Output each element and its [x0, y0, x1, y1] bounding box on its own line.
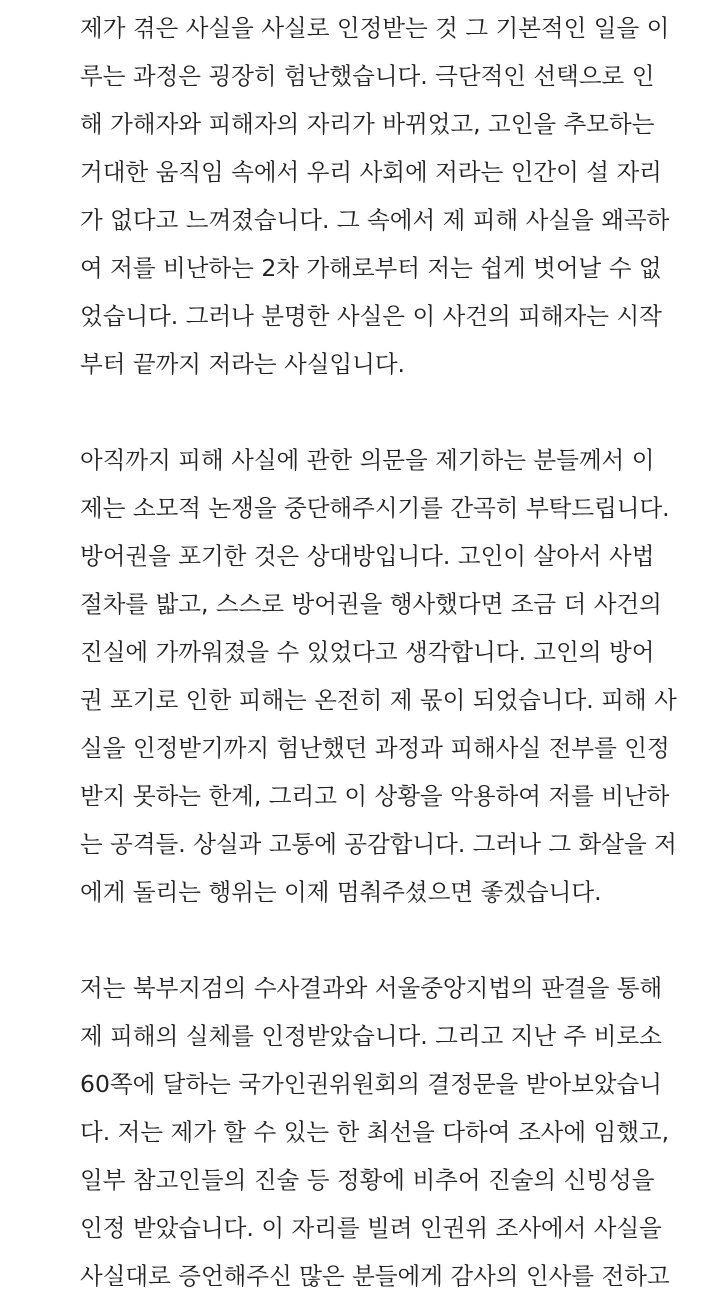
- text-line: 루는 과정은 굉장히 험난했습니다. 극단적인 선택으로 인: [80, 62, 655, 90]
- text-line: 사실대로 증언해주신 많은 분들에게 감사의 인사를 전하고: [80, 1262, 670, 1290]
- text-line: 제 피해의 실체를 인정받았습니다. 그리고 지난 주 비로소: [80, 1022, 662, 1050]
- text-line: 아직까지 피해 사실에 관한 의문을 제기하는 분들께서 이: [80, 446, 655, 474]
- text-line: 가 없다고 느껴졌습니다. 그 속에서 제 피해 사실을 왜곡하: [80, 206, 670, 234]
- text-line: 일부 참고인들의 진술 등 정황에 비추어 진술의 신빙성을: [80, 1166, 655, 1194]
- text-line: 절차를 밟고, 스스로 방어권을 행사했다면 조금 더 사건의: [80, 590, 662, 618]
- text-line: 받지 못하는 한계, 그리고 이 상황을 악용하여 저를 비난하: [80, 782, 670, 810]
- text-line: 부터 끝까지 저라는 사실입니다.: [80, 350, 405, 378]
- text-line: 해 가해자와 피해자의 자리가 바뀌었고, 고인을 추모하는: [80, 110, 655, 138]
- text-line: 다. 저는 제가 할 수 있는 한 최선을 다하여 조사에 임했고,: [80, 1118, 670, 1146]
- text-line: 는 공격들. 상실과 고통에 공감합니다. 그러나 그 화살을 저: [80, 830, 677, 858]
- text-line: 제가 겪은 사실을 사실로 인정받는 것 그 기본적인 일을 이: [80, 14, 670, 42]
- text-line: 었습니다. 그러나 분명한 사실은 이 사건의 피해자는 시작: [80, 302, 662, 330]
- text-line: 방어권을 포기한 것은 상대방입니다. 고인이 살아서 사법: [80, 542, 655, 570]
- text-line: 제는 소모적 논쟁을 중단해주시기를 간곡히 부탁드립니다.: [80, 494, 670, 522]
- text-line: 거대한 움직임 속에서 우리 사회에 저라는 인간이 설 자리: [80, 158, 662, 186]
- text-line: 여 저를 비난하는 2차 가해로부터 저는 쉽게 벗어날 수 없: [80, 254, 662, 282]
- text-line: 진실에 가까워졌을 수 있었다고 생각합니다. 고인의 방어: [80, 638, 655, 666]
- text-line: 저는 북부지검의 수사결과와 서울중앙지법의 판결을 통해: [80, 974, 663, 1002]
- text-line: 권 포기로 인한 피해는 온전히 제 몫이 되었습니다. 피해 사: [80, 686, 677, 714]
- text-line: 60쪽에 달하는 국가인권위원회의 결정문을 받아보았습니: [80, 1070, 662, 1098]
- text-line: 인정 받았습니다. 이 자리를 빌려 인권위 조사에서 사실을: [80, 1214, 662, 1242]
- text-line: 에게 돌리는 행위는 이제 멈춰주셨으면 좋겠습니다.: [80, 878, 602, 906]
- text-line: 실을 인정받기까지 험난했던 과정과 피해사실 전부를 인정: [80, 734, 670, 762]
